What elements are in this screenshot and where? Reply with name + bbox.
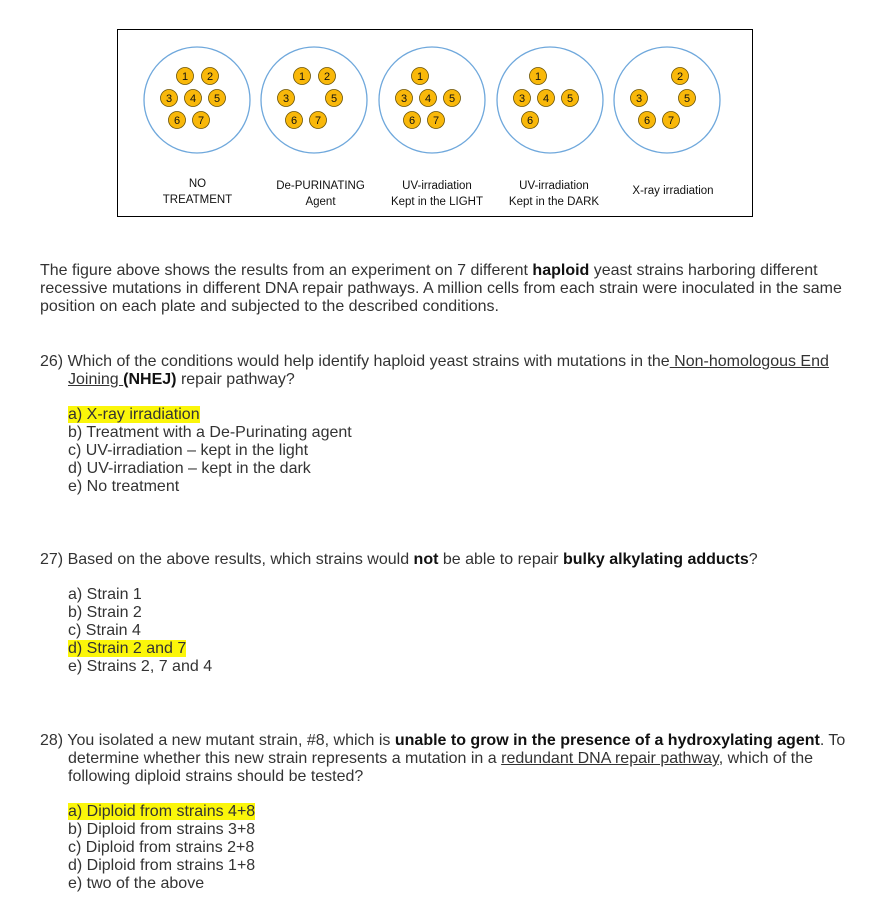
colony-strain-7 <box>663 112 680 129</box>
svg-text:3: 3 <box>165 93 173 106</box>
colony-strain-6 <box>522 112 539 129</box>
svg-text:6: 6 <box>526 115 534 128</box>
colony-strain-6 <box>404 112 421 129</box>
answer-option: a) Diploid from strains 4+8 <box>68 803 256 820</box>
plate-caption: UV-irradiation Kept in the LIGHT <box>390 180 484 208</box>
plate-caption: UV-irradiation Kept in the DARK <box>508 180 600 208</box>
svg-text:1: 1 <box>181 71 189 84</box>
colony-strain-4 <box>538 90 555 107</box>
answer-option: b) Strain 2 <box>68 604 142 621</box>
colony-strain-1 <box>530 68 547 85</box>
colony-strain-4 <box>420 90 437 107</box>
colony-strain-1 <box>294 68 311 85</box>
answer-option: d) Strain 2 and 7 <box>68 640 187 657</box>
svg-text:6: 6 <box>290 115 298 128</box>
svg-text:7: 7 <box>432 115 440 128</box>
experiment-figure <box>117 29 753 217</box>
answer-options <box>40 586 860 676</box>
question-text: 28) You isolated a new mutant strain, #8, which is unable to grow in the presence of a hydroxylating agent. To determine whether this new strain represents a mutation in a redundant DNA repair pathway, which of the following diploid strains should be tested? <box>40 732 846 785</box>
colony-strain-7 <box>310 112 327 129</box>
answer-option: e) two of the above <box>68 875 205 892</box>
svg-text:6: 6 <box>173 115 181 128</box>
colony-strain-5 <box>562 90 579 107</box>
svg-text:5: 5 <box>213 93 221 106</box>
colony-strain-5 <box>209 90 226 107</box>
svg-text:5: 5 <box>566 93 574 106</box>
svg-text:1: 1 <box>416 71 424 84</box>
question-text: 26) Which of the conditions would help identify haploid yeast strains with mutations in the Non-homologous End Joining (NHEJ) repair pathway? <box>40 353 829 388</box>
answer-options <box>40 406 860 496</box>
answer-option: d) UV-irradiation – kept in the dark <box>68 460 311 477</box>
svg-text:3: 3 <box>518 93 526 106</box>
question-28 <box>40 732 860 893</box>
svg-text:3: 3 <box>400 93 408 106</box>
svg-text:5: 5 <box>448 93 456 106</box>
svg-text:1: 1 <box>298 71 306 84</box>
question-text: 27) Based on the above results, which strains would not be able to repair bulky alkylating adducts? <box>40 551 758 568</box>
svg-text:4: 4 <box>542 93 550 106</box>
plate-caption: X-ray irradiation <box>632 185 714 197</box>
answer-option: a) X-ray irradiation <box>68 406 200 423</box>
colony-strain-2 <box>672 68 689 85</box>
answer-option: c) UV-irradiation – kept in the light <box>68 442 309 459</box>
colony-strain-5 <box>679 90 696 107</box>
plate-caption: NO TREATMENT <box>162 178 233 206</box>
answer-options <box>40 803 860 893</box>
petri-plate <box>614 47 720 153</box>
answer-option: c) Strain 4 <box>68 622 141 639</box>
colony-strain-2 <box>319 68 336 85</box>
intro-paragraph: The figure above shows the results from an experiment on 7 different haploid yeast strains harboring different recessive mutations in different DNA repair pathways. A million cells from each strain were inoculated in the same position on each plate and subjected to the described conditions. <box>40 262 842 315</box>
colony-strain-7 <box>428 112 445 129</box>
svg-text:4: 4 <box>424 93 432 106</box>
answer-option: c) Diploid from strains 2+8 <box>68 839 255 856</box>
svg-text:6: 6 <box>408 115 416 128</box>
colony-strain-1 <box>177 68 194 85</box>
svg-text:7: 7 <box>314 115 322 128</box>
svg-text:5: 5 <box>330 93 338 106</box>
colony-strain-6 <box>286 112 303 129</box>
svg-text:2: 2 <box>676 71 684 84</box>
svg-text:7: 7 <box>197 115 205 128</box>
svg-text:2: 2 <box>323 71 331 84</box>
svg-text:4: 4 <box>189 93 197 106</box>
svg-text:7: 7 <box>667 115 675 128</box>
svg-text:3: 3 <box>282 93 290 106</box>
answer-option: d) Diploid from strains 1+8 <box>68 857 256 874</box>
svg-text:3: 3 <box>635 93 643 106</box>
svg-text:1: 1 <box>534 71 542 84</box>
colony-strain-5 <box>326 90 343 107</box>
colony-strain-4 <box>185 90 202 107</box>
answer-option: a) Strain 1 <box>68 586 142 603</box>
answer-option: e) No treatment <box>68 478 180 495</box>
colony-strain-3 <box>396 90 413 107</box>
colony-strain-5 <box>444 90 461 107</box>
colony-strain-3 <box>631 90 648 107</box>
answer-option: b) Treatment with a De-Purinating agent <box>68 424 352 441</box>
question-27 <box>40 551 860 676</box>
colony-strain-2 <box>202 68 219 85</box>
answer-option: e) Strains 2, 7 and 4 <box>68 658 213 675</box>
colony-strain-3 <box>161 90 178 107</box>
svg-text:6: 6 <box>643 115 651 128</box>
colony-strain-3 <box>514 90 531 107</box>
colony-strain-6 <box>169 112 186 129</box>
colony-strain-1 <box>412 68 429 85</box>
svg-text:2: 2 <box>206 71 214 84</box>
colony-strain-6 <box>639 112 656 129</box>
question-26 <box>40 353 860 496</box>
colony-strain-7 <box>193 112 210 129</box>
petri-plate <box>261 47 367 153</box>
svg-text:5: 5 <box>683 93 691 106</box>
answer-option: b) Diploid from strains 3+8 <box>68 821 256 838</box>
colony-strain-3 <box>278 90 295 107</box>
plate-caption: De-PURINATING Agent <box>276 180 365 208</box>
